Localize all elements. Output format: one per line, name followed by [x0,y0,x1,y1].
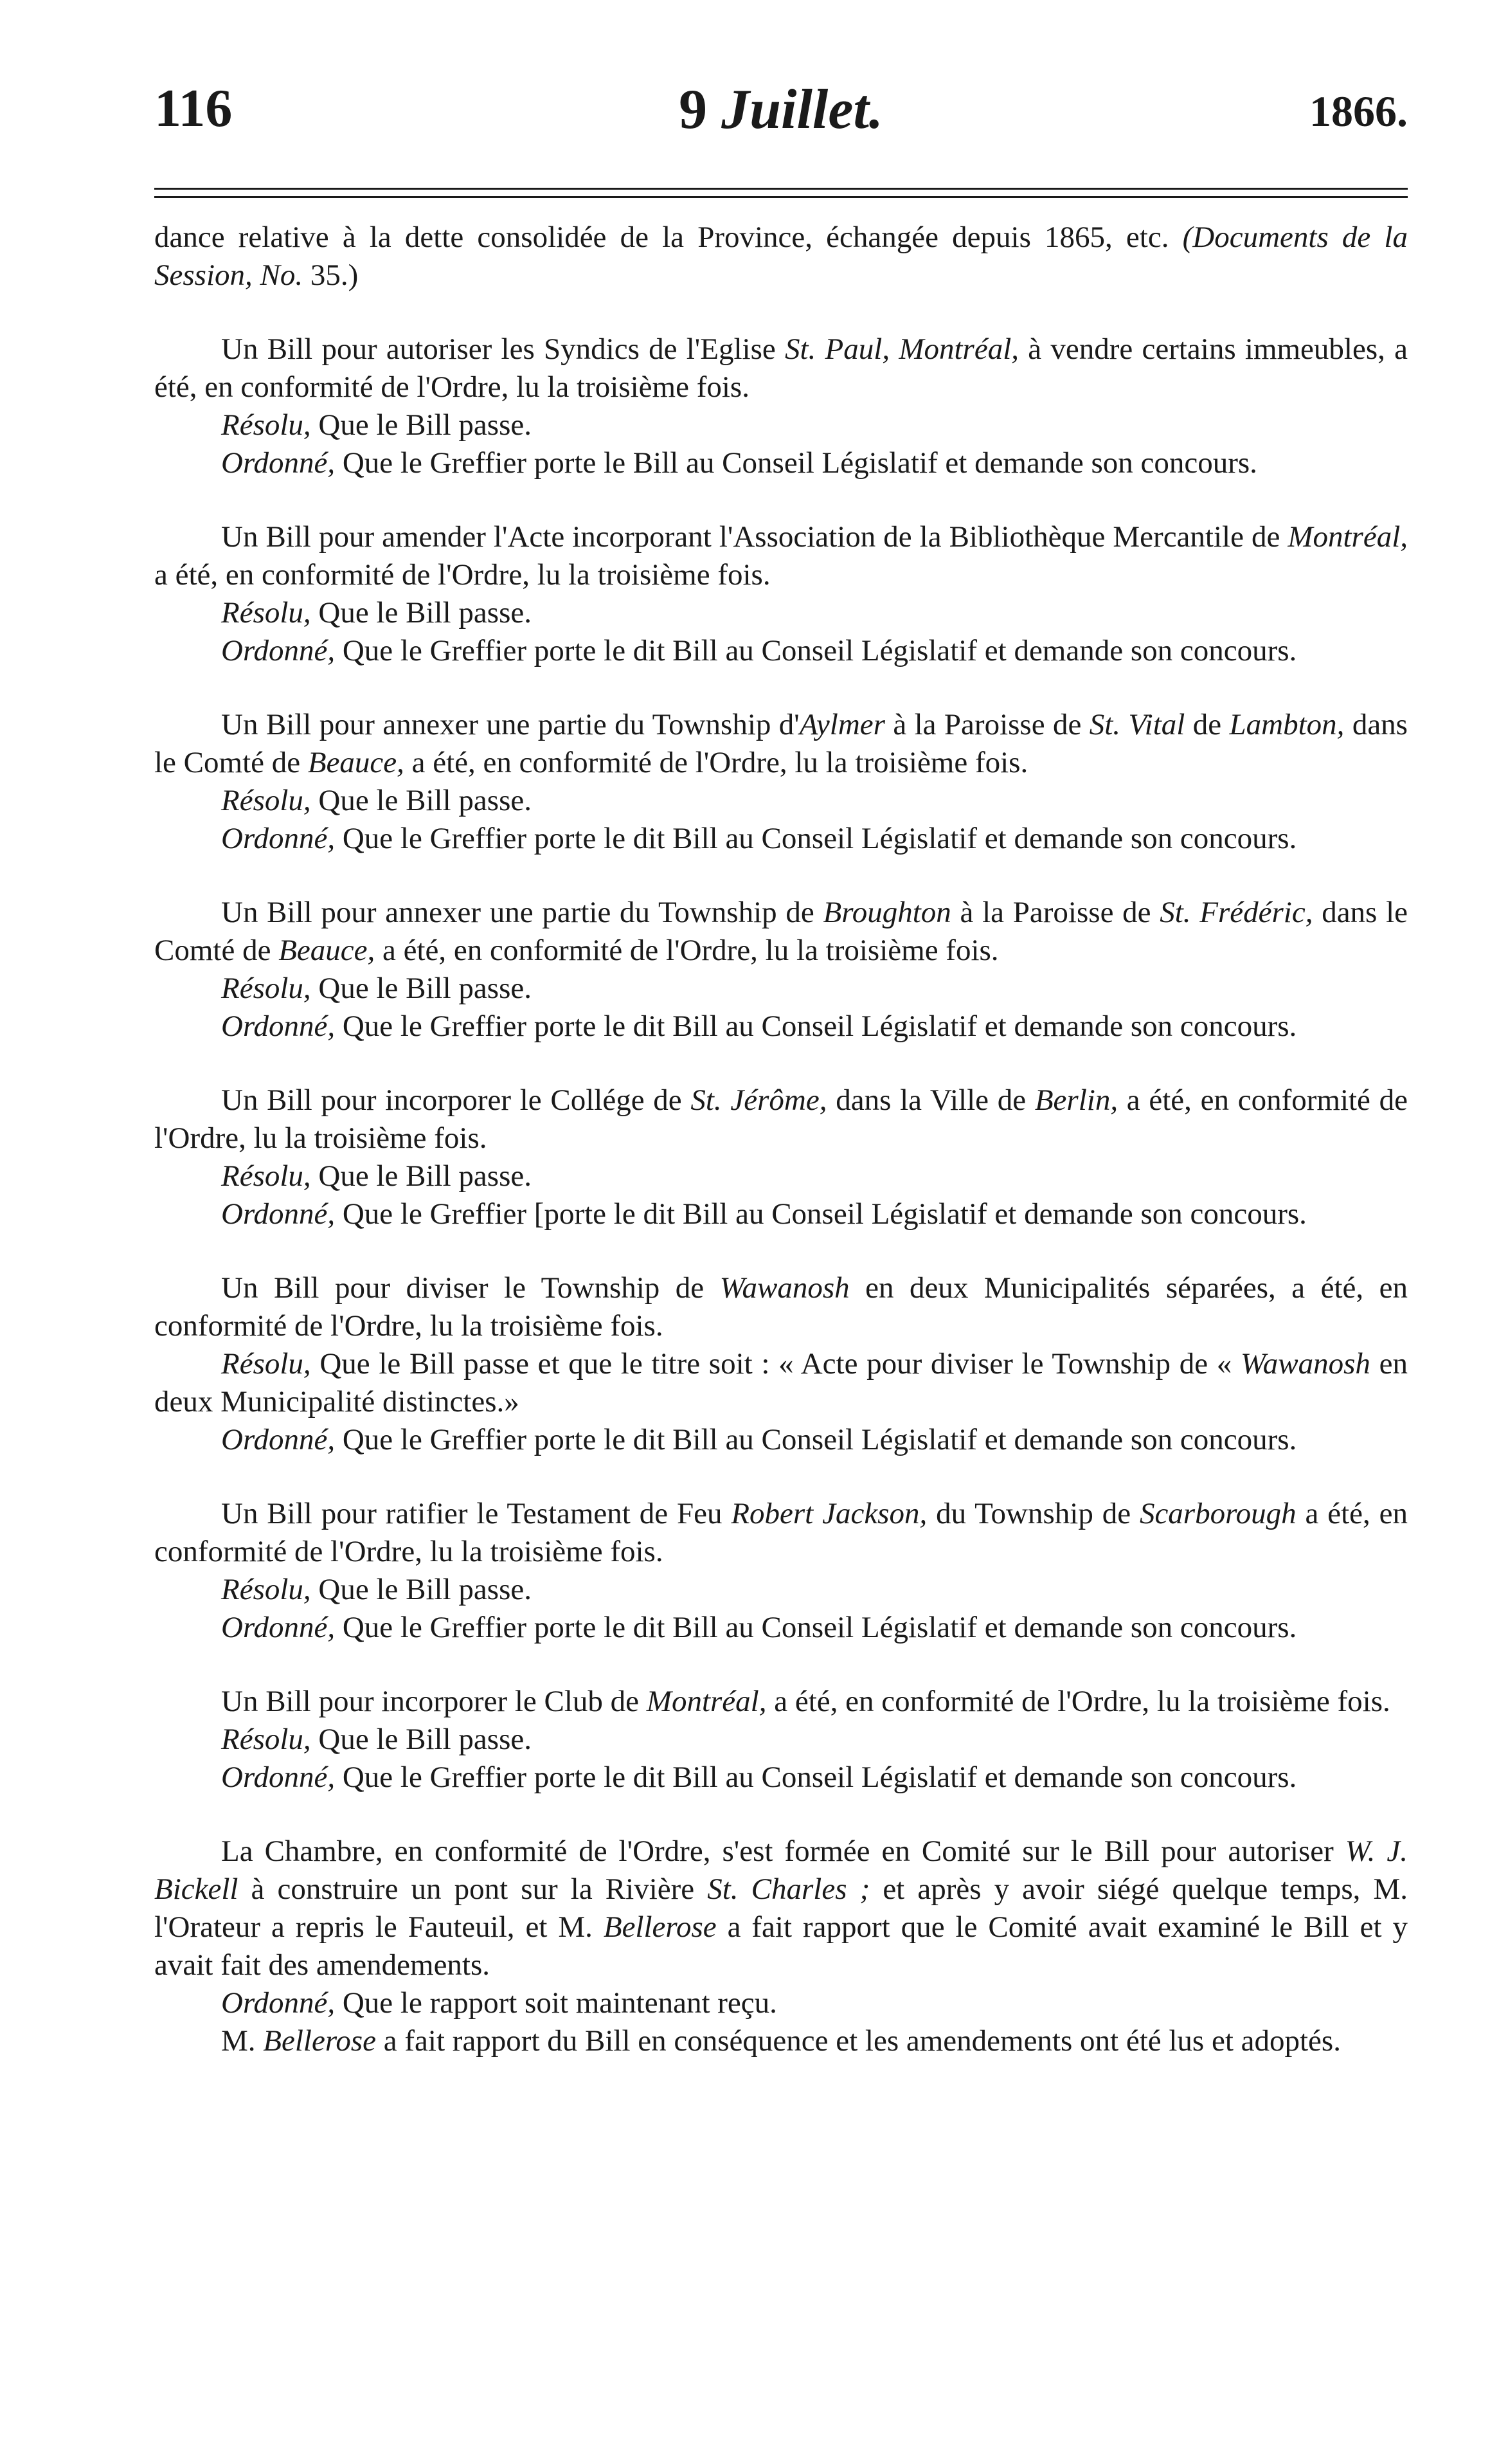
entry-line [154,782,1408,820]
italic-text: Berlin, [1034,1083,1118,1117]
text-run: Que le Greffier porte le dit Bill au Conseil Législatif et demande son concours. [335,634,1297,667]
text-run: dans le Comté de [154,896,1408,967]
text-run: Que le Greffier porte le dit Bill au Conseil Législatif et demande son concours. [335,1010,1297,1043]
text-run: a fait rapport du Bill en conséquence et les amendements ont été lus et adoptés. [376,2024,1341,2058]
italic-text: Résolu, [221,1347,311,1381]
italic-text: Robert Jackson, [731,1497,928,1530]
entry-text [154,706,1408,782]
journal-entry [154,219,1408,294]
italic-text: Bellerose [263,2024,377,2058]
paragraph-gap [154,670,1408,706]
paragraph-gap [154,858,1408,894]
text-run: Que le Bill passe et que le titre soit : « Acte pour diviser le Township de « [310,1347,1241,1381]
text-run: Un Bill pour annexer une partie du Township d' [221,708,800,741]
entry-line [154,820,1408,858]
text-run: a fait rapport que le Comité avait examiné le Bill et y avait fait des amendements. [154,1910,1408,1982]
text-run: de [1185,708,1230,741]
text-run: a été, en conformité de l'Ordre, lu la troisième fois. [154,558,771,592]
italic-text: St. Frédéric, [1160,896,1313,929]
text-run: à la Paroisse de [951,896,1160,929]
journal-entry [154,331,1408,482]
italic-text: Résolu, [221,408,311,442]
italic-text: St. Charles ; [707,1872,870,1906]
paragraph-gap [154,482,1408,518]
entry-line [154,1721,1408,1759]
journal-entry [154,518,1408,670]
italic-text: W. J. Bickell [154,1834,1408,1906]
entry-text [154,1082,1408,1157]
journal-entry [154,894,1408,1046]
text-run: Que le Greffier porte le dit Bill au Conseil Législatif et demande son concours. [335,1423,1297,1456]
journal-body [154,219,1408,2060]
entry-line [154,1984,1408,2022]
text-run: Que le Bill passe. [310,972,532,1005]
italic-text: Wawanosh [719,1271,850,1305]
text-run: à la Paroisse de [884,708,1090,741]
text-run: Que le Bill passe. [310,596,532,630]
italic-text: Résolu, [221,784,311,817]
journal-entry [154,1683,1408,1797]
text-run: Un Bill pour ratifier le Testament de Feu [221,1497,732,1530]
heading-day: 9 [679,78,708,141]
entry-line [154,1157,1408,1195]
italic-text: Ordonné, [221,1611,336,1644]
entry-text [154,219,1408,294]
italic-text: Bellerose [603,1910,717,1944]
entry-line [154,1609,1408,1647]
italic-text: Broughton [823,896,951,929]
text-run: du Township de [927,1497,1140,1530]
text-run: a été, en conformité de l'Ordre, lu la troisième fois. [154,1083,1408,1155]
text-run: Que le Greffier porte le dit Bill au Conseil Législatif et demande son concours. [335,1761,1297,1794]
page-date-heading [154,77,1408,142]
italic-text: Scarborough [1139,1497,1297,1530]
italic-text: Ordonné, [221,1986,336,2020]
text-run: a été, en conformité de l'Ordre, lu la troisième fois. [375,934,999,967]
italic-text: St. Jérôme, [690,1083,827,1117]
entry-text [154,1269,1408,1345]
entry-line [154,970,1408,1008]
italic-text: Résolu, [221,596,311,630]
text-run: Que le Bill passe. [310,1723,532,1756]
heading-month: Juillet. [721,78,883,141]
entry-text [154,1683,1408,1721]
journal-entry [154,1269,1408,1459]
paragraph-gap [154,1647,1408,1683]
entry-line [154,444,1408,482]
text-run: Un Bill pour incorporer le Club de [221,1685,647,1718]
text-run: a été, en conformité de l'Ordre, lu la troisième fois. [404,746,1028,779]
header-rule-top [154,188,1408,190]
journal-entry [154,1082,1408,1233]
text-run: a été, en conformité de l'Ordre, lu la troisième fois. [154,1497,1408,1568]
italic-text: Beauce, [278,934,375,967]
paragraph-gap [154,1459,1408,1495]
italic-text: St. Vital [1089,708,1185,741]
entry-text [154,1495,1408,1571]
italic-text: Aylmer [799,708,885,741]
entry-text [154,518,1408,594]
text-run: Que le rapport soit maintenant reçu. [335,1986,777,2020]
text-run: Que le Greffier porte le dit Bill au Conseil Législatif et demande son concours. [335,822,1297,855]
entry-line [154,1195,1408,1233]
text-run: Que le Greffier porte le dit Bill au Conseil Législatif et demande son concours. [335,1611,1297,1644]
text-run: en deux Municipalités séparées, a été, en conformité de l'Ordre, lu la troisième fois. [154,1271,1408,1343]
text-run: dans le Comté de [154,708,1408,779]
text-run: Que le Bill passe. [310,408,532,442]
text-run: à construire un pont sur la Rivière [238,1872,708,1906]
entry-line [154,1759,1408,1797]
text-run: Un Bill pour diviser le Township de [221,1271,720,1305]
entry-line [154,1571,1408,1609]
text-run: à vendre certains immeubles, a été, en conformité de l'Ordre, lu la troisième fois. [154,332,1408,404]
italic-text: Montréal, [646,1685,767,1718]
italic-text: Ordonné, [221,1197,336,1231]
text-run: M. [221,2024,264,2058]
italic-text: Ordonné, [221,1010,336,1043]
italic-text: Ordonné, [221,634,336,667]
text-run: Que le Bill passe. [310,1159,532,1193]
entry-line [154,2022,1408,2060]
header-rule-bottom [154,196,1408,198]
text-run: Que le Bill passe. [310,1573,532,1606]
text-run: en deux Municipalité distinctes.» [154,1347,1408,1418]
text-run: Un Bill pour annexer une partie du Township de [221,896,823,929]
entry-line [154,406,1408,444]
italic-text: Wawanosh [1240,1347,1370,1381]
paragraph-gap [154,1046,1408,1082]
text-run: Que le Bill passe. [310,784,532,817]
italic-text: Beauce, [307,746,404,779]
text-run: dans la Ville de [827,1083,1035,1117]
text-run: et après y avoir siégé quelque temps, M. l'Orateur a repris le Fauteuil, et M. [154,1872,1408,1944]
italic-text: Résolu, [221,972,311,1005]
text-run: Que le Greffier porte le Bill au Conseil Législatif et demande son concours. [335,446,1257,480]
paragraph-gap [154,1233,1408,1269]
entry-text [154,894,1408,970]
italic-text: St. Paul, Montréal, [785,332,1019,366]
paragraph-gap [154,1797,1408,1833]
journal-entry [154,706,1408,858]
italic-text: Ordonné, [221,1423,336,1456]
italic-text: Ordonné, [221,822,336,855]
entry-text [154,1833,1408,1984]
paragraph-gap [154,294,1408,331]
journal-entry [154,1495,1408,1647]
journal-entry [154,1833,1408,2060]
italic-text: Montréal, [1288,520,1408,554]
text-run: Que le Greffier [porte le dit Bill au Conseil Législatif et demande son concours. [335,1197,1307,1231]
italic-text: Ordonné, [221,1761,336,1794]
page-number: 116 [154,78,233,138]
text-run: Un Bill pour autoriser les Syndics de l'Eglise [221,332,785,366]
text-run: La Chambre, en conformité de l'Ordre, s'est formée en Comité sur le Bill pour autoriser [221,1834,1345,1868]
entry-line [154,1008,1408,1046]
italic-text: Résolu, [221,1159,311,1193]
italic-text: Résolu, [221,1573,311,1606]
entry-line [154,632,1408,670]
entry-line [154,594,1408,632]
entry-line [154,1345,1408,1421]
italic-text: (Documents de la Session, No. [154,221,1408,292]
text-run: 35.) [303,258,359,292]
entry-line [154,1421,1408,1459]
page-header [154,77,1408,154]
entry-text [154,331,1408,406]
text-run: Un Bill pour amender l'Acte incorporant l'Association de la Bibliothèque Mercantile de [221,520,1288,554]
text-run: a été, en conformité de l'Ordre, lu la troisième fois. [766,1685,1390,1718]
text-run: dance relative à la dette consolidée de la Province, échangée depuis 1865, etc. [154,221,1183,254]
italic-text: Ordonné, [221,446,336,480]
text-run: Un Bill pour incorporer le Collége de [221,1083,691,1117]
heading-year: 1866. [1309,87,1408,136]
italic-text: Résolu, [221,1723,311,1756]
italic-text: Lambton, [1229,708,1345,741]
